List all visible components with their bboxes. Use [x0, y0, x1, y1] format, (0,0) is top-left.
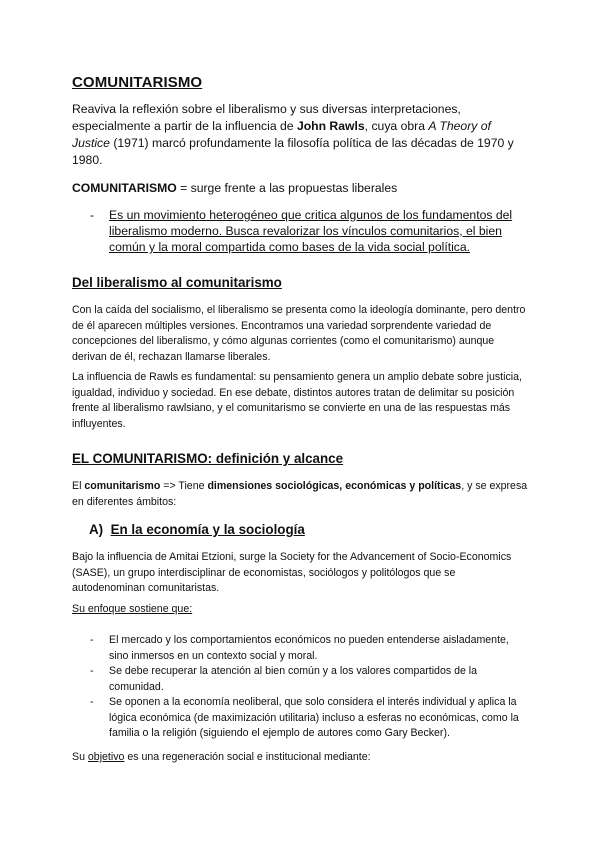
definition-text: = surge frente a las propuestas liberales: [176, 181, 398, 195]
subsection-title: En la economía y la sociología: [110, 522, 305, 537]
section2-text-end: , y se expresa en diferentes ámbitos:: [72, 480, 528, 508]
section2-term: comunitarismo: [84, 480, 161, 492]
list-item-text: Es un movimiento heterogéneo que critica algunos de los fundamentos del liberalismo moderno. Busca revalorizar los vínculos comunitarios, el bien común y la moral compartida como bases de la vida social política.: [109, 208, 513, 254]
objective-text: Su: [72, 751, 88, 763]
intro-text-end: (1971) marcó profundamente la filosofía política de las décadas de 1970 y 1980.: [72, 136, 514, 167]
subsection-marker: A): [89, 522, 104, 537]
list-item: [72, 633, 528, 664]
objective-paragraph: [72, 750, 528, 766]
list-item-text: Se debe recuperar la atención al bien común y a los valores compartidos de la comunidad.: [109, 665, 478, 693]
section-heading-comunitarismo: EL COMUNITARISMO: definición y alcance: [72, 451, 344, 466]
section1-paragraph-2: La influencia de Rawls es fundamental: su pensamiento genera un amplio debate sobre justicia, igualdad, individuo y sociedad. En ese debate, distintos autores tratan de delimitar su posición frente al liberalismo rawlsiano, y el comunitarismo se convierte en una de las respuestas más influyentes.: [72, 371, 522, 430]
focus-list: [72, 633, 528, 742]
definition-list: [72, 207, 524, 255]
section2-dimensions: dimensiones sociológicas, económicas y políticas: [207, 480, 462, 492]
dash-bullet: -: [90, 696, 94, 708]
subsection-a-paragraph: Bajo la influencia de Amitai Etzioni, surge la Society for the Advancement of Socio-Economics (SASE), un grupo interdisciplinar de economistas, sociólogos y politólogos que se autodenominan comunitaristas.: [72, 551, 512, 594]
intro-text: Reaviva la reflexión sobre el liberalismo y sus diversas interpretaciones, especialmente a partir de la influencia de: [72, 102, 461, 133]
list-item: [72, 207, 524, 255]
dash-bullet: -: [90, 634, 94, 646]
dash-bullet: -: [90, 665, 94, 677]
focus-label: Su enfoque sostiene que:: [72, 603, 193, 615]
intro-author: John Rawls: [296, 119, 365, 133]
page-title: COMUNITARISMO: [72, 74, 203, 91]
section2-text-mid: => Tiene: [160, 480, 208, 492]
objective-text-end: es una regeneración social e institucional mediante:: [124, 751, 371, 763]
definition-line: [72, 180, 397, 197]
section2-text: El: [72, 480, 85, 492]
definition-term: COMUNITARISMO: [72, 181, 177, 195]
list-item-text: El mercado y los comportamientos económicos no pueden entenderse aisladamente, sino inmersos en un contexto social y moral.: [109, 634, 509, 662]
subsection-heading-a: [89, 522, 305, 537]
dash-bullet: -: [90, 208, 95, 222]
intro-work-title: A Theory of Justice: [72, 119, 491, 150]
list-item: [72, 695, 528, 742]
section2-paragraph: [72, 479, 528, 510]
section1-paragraph-1: Con la caída del socialismo, el liberalismo se presenta como la ideología dominante, pero dentro de él aparecen múltiples versiones. Encontramos una variedad sorprendente variedad de concepciones del liberalismo, y cómo algunas corrientes (como el comunitarismo) aunque derivan de él, rechazan llamarse liberales.: [72, 304, 526, 363]
objective-word: objetivo: [87, 751, 125, 763]
section-heading-liberalismo: Del liberalismo al comunitarismo: [72, 275, 282, 290]
intro-text-mid: , cuya obra: [364, 119, 429, 133]
list-item-text: Se oponen a la economía neoliberal, que solo considera el interés individual y aplica la lógica económica (de maximización utilitaria) incluso a esferas no económicas, como la familia o la religión (siguiendo el ejemplo de autores como Gary Becker).: [109, 696, 519, 739]
intro-paragraph: [72, 101, 522, 169]
list-item: [72, 664, 528, 695]
